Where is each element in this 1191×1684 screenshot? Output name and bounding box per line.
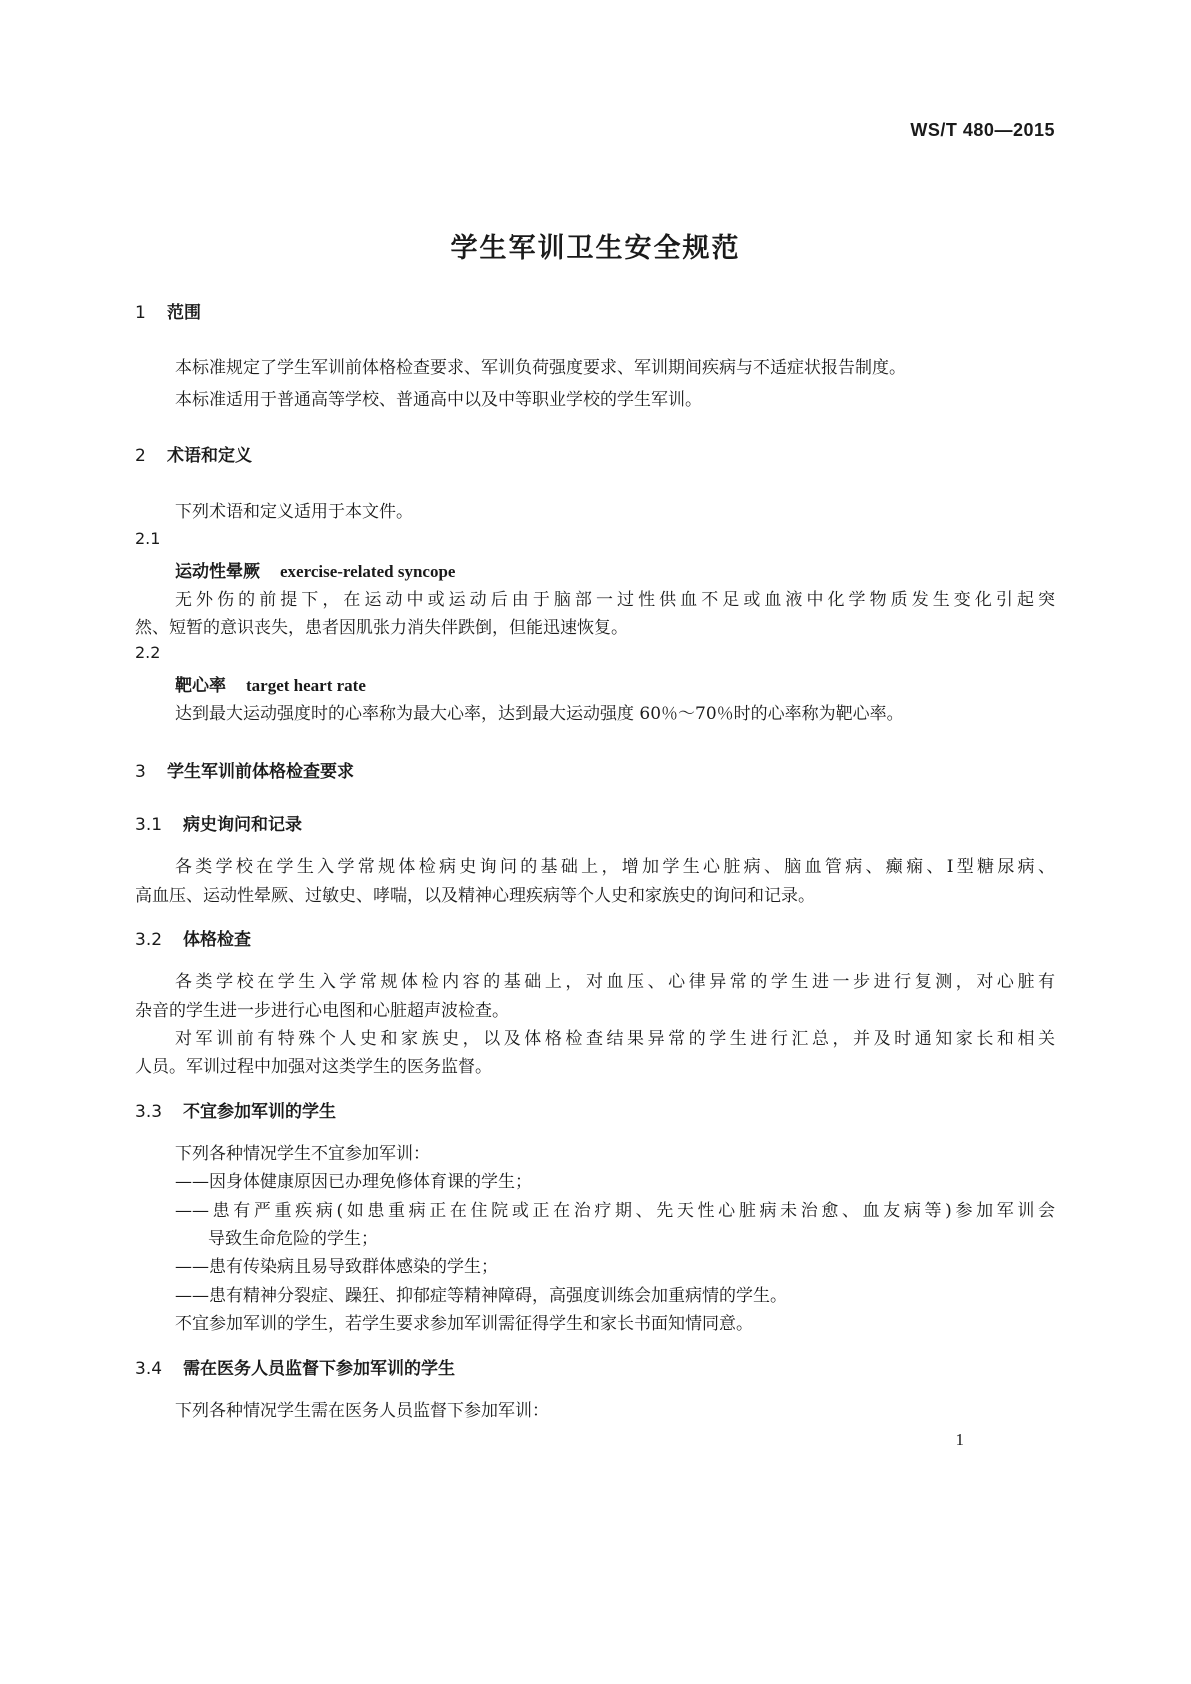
subsection-3-4-heading [135, 1354, 455, 1379]
paragraph: 对军训前有特殊个人史和家族史，以及体格检查结果异常的学生进行汇总，并及时通知家长和相关 [175, 1029, 1055, 1049]
list-item: 导致生命危险的学生； [208, 1229, 378, 1249]
paragraph: 各类学校在学生入学常规体检内容的基础上，对血压、心律异常的学生进一步进行复测，对心脏有 [175, 972, 1055, 992]
paragraph: 各类学校在学生入学常规体检病史询问的基础上，增加学生心脏病、脑血管病、癫痫、Ⅰ型糖尿病、 [175, 857, 1055, 877]
list-item: ——患有传染病且易导致群体感染的学生； [175, 1257, 498, 1277]
section-2-heading [135, 441, 252, 466]
subsection-title: 不宜参加军训的学生 [183, 1102, 336, 1122]
paragraph: 不宜参加军训的学生，若学生要求参加军训需征得学生和家长书面知情同意。 [175, 1314, 753, 1334]
term-entry [175, 671, 366, 696]
term-english: target heart rate [246, 676, 366, 695]
subsection-3-3-heading [135, 1097, 336, 1122]
subsection-title: 需在医务人员监督下参加军训的学生 [183, 1359, 455, 1379]
paragraph: 杂音的学生进一步进行心电图和心脏超声波检查。 [135, 1001, 509, 1021]
paragraph: 高血压、运动性晕厥、过敏史、哮喘，以及精神心理疾病等个人史和家族史的询问和记录。 [135, 886, 815, 906]
subsection-number: 3.3 [135, 1102, 163, 1122]
list-item: ——患有精神分裂症、躁狂、抑郁症等精神障碍，高强度训练会加重病情的学生。 [175, 1286, 787, 1306]
term-number: 2.1 [135, 529, 161, 548]
section-number: 2 [135, 446, 146, 466]
page-number: 1 [955, 1430, 964, 1449]
section-number: 3 [135, 762, 146, 782]
paragraph: 下列术语和定义适用于本文件。 [175, 502, 413, 522]
subsection-number: 3.1 [135, 815, 163, 835]
subsection-3-2-heading [135, 925, 251, 950]
list-item: ——患有严重疾病(如患重病正在住院或正在治疗期、先天性心脏病未治愈、血友病等)参加军训会 [175, 1201, 1055, 1221]
paragraph: 人员。军训过程中加强对这类学生的医务监督。 [135, 1057, 492, 1077]
term-english: exercise-related syncope [280, 562, 456, 581]
paragraph: 下列各种情况学生需在医务人员监督下参加军训： [175, 1401, 549, 1421]
paragraph: 本标准适用于普通高等学校、普通高中以及中等职业学校的学生军训。 [175, 390, 702, 410]
term-chinese: 靶心率 [175, 676, 226, 696]
document-title: 学生军训卫生安全规范 [450, 233, 741, 264]
standard-code: WS/T 480—2015 [910, 120, 1055, 140]
paragraph: 本标准规定了学生军训前体格检查要求、军训负荷强度要求、军训期间疾病与不适症状报告制度。 [175, 358, 906, 378]
section-1-heading [135, 298, 201, 323]
list-item: ——因身体健康原因已办理免修体育课的学生； [175, 1172, 532, 1192]
term-number: 2.2 [135, 643, 161, 662]
subsection-number: 3.4 [135, 1359, 163, 1379]
section-number: 1 [135, 303, 146, 323]
paragraph: 下列各种情况学生不宜参加军训： [175, 1144, 430, 1164]
section-title: 学生军训前体格检查要求 [167, 762, 354, 782]
subsection-title: 病史询问和记录 [183, 815, 302, 835]
term-definition: 无外伤的前提下，在运动中或运动后由于脑部一过性供血不足或血液中化学物质发生变化引起突 [175, 590, 1055, 610]
term-chinese: 运动性晕厥 [175, 562, 260, 582]
subsection-3-1-heading [135, 810, 302, 835]
section-title: 术语和定义 [167, 446, 252, 466]
term-definition: 达到最大运动强度时的心率称为最大心率，达到最大运动强度 60％～70％时的心率称为靶心率。 [175, 704, 904, 724]
section-3-heading [135, 757, 354, 782]
term-definition: 然、短暂的意识丧失，患者因肌张力消失伴跌倒，但能迅速恢复。 [135, 618, 628, 638]
subsection-number: 3.2 [135, 930, 163, 950]
subsection-title: 体格检查 [183, 930, 251, 950]
term-entry [175, 557, 455, 582]
section-title: 范围 [167, 303, 201, 323]
